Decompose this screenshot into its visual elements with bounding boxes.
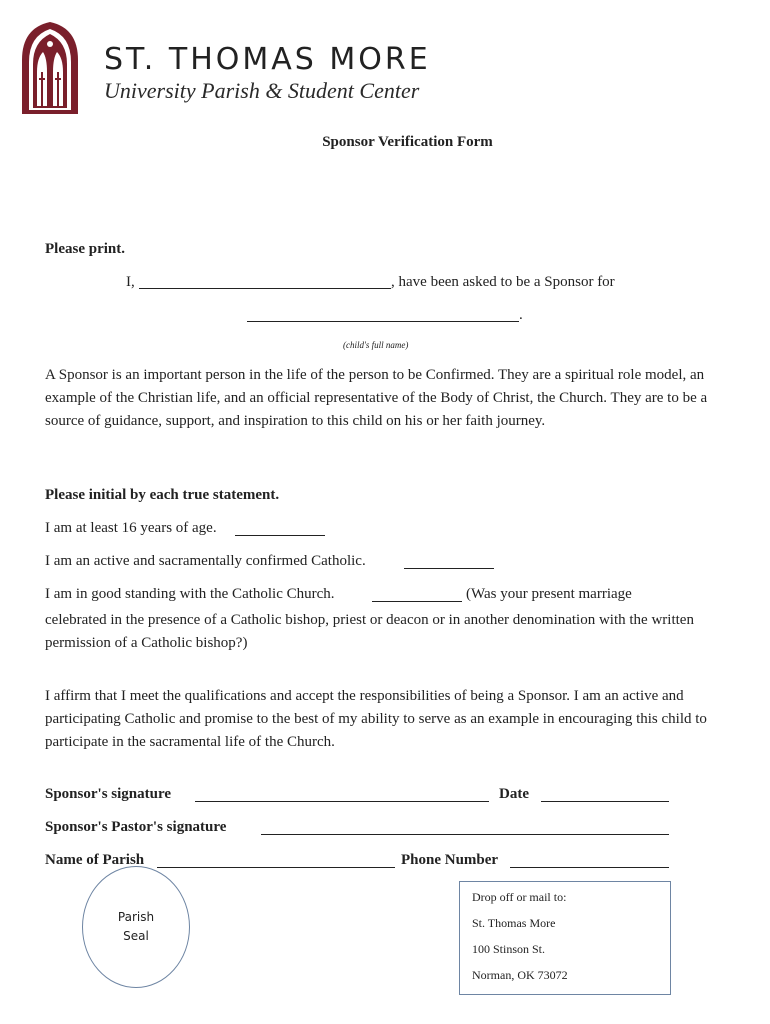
initial-heading: Please initial by each true statement. xyxy=(45,487,280,503)
date-label: Date xyxy=(499,786,529,802)
sponsor-signature-field[interactable] xyxy=(195,801,489,802)
phone-label: Phone Number xyxy=(401,852,499,868)
form-title: Sponsor Verification Form xyxy=(322,134,493,150)
mail-instruction: Drop off or mail to: xyxy=(472,890,567,904)
statement-marriage-continued: celebrated in the presence of a Catholic bishop, priest or deacon or in another denomination with the written permission of a Catholic bishop?) xyxy=(45,612,694,651)
parish-name-label: Name of Parish xyxy=(45,852,145,868)
date-field[interactable] xyxy=(541,801,669,802)
print-instruction: Please print. xyxy=(45,241,125,257)
asked-text: , have been asked to be a Sponsor for xyxy=(391,274,615,290)
statement-age: I am at least 16 years of age. xyxy=(45,520,217,536)
parish-seal xyxy=(82,866,190,988)
statement-confirmed: I am an active and sacramentally confirmed Catholic. xyxy=(45,553,366,569)
org-name: ST. THOMAS MORE xyxy=(104,42,431,77)
mail-org: St. Thomas More xyxy=(472,916,556,930)
initial-good-standing-field[interactable] xyxy=(372,601,462,602)
seal-line-2: Seal xyxy=(123,929,149,943)
initial-age-field[interactable] xyxy=(235,535,325,536)
org-subtitle: University Parish & Student Center xyxy=(104,78,420,103)
parish-name-field[interactable] xyxy=(157,867,395,868)
sponsor-signature-label: Sponsor's signature xyxy=(45,786,172,802)
child-period: . xyxy=(519,307,523,323)
seal-line-1: Parish xyxy=(117,910,155,924)
child-name-label: (child's full name) xyxy=(343,340,409,350)
affirmation-text: I affirm that I meet the qualifications and accept the responsibilities of being a Sponsor. I am an active and participating Catholic and promise to the best of my ability to serve as an example in encouraging this child to participate in the sacramental life of the Church. xyxy=(45,688,707,750)
statement-good-standing: I am in good standing with the Catholic Church. xyxy=(45,586,335,602)
mail-street: 100 Stinson St. xyxy=(472,942,546,956)
initial-confirmed-field[interactable] xyxy=(404,568,494,569)
parish-logo-icon xyxy=(20,20,80,116)
mail-city: Norman, OK 73072 xyxy=(472,968,568,982)
pastor-signature-field[interactable] xyxy=(261,834,669,835)
sponsor-name-field[interactable] xyxy=(139,288,391,289)
phone-field[interactable] xyxy=(510,867,669,868)
i-prefix: I, xyxy=(126,274,135,290)
statement-marriage-question: (Was your present marriage xyxy=(466,586,632,602)
mail-address-box xyxy=(459,881,671,995)
pastor-signature-label: Sponsor's Pastor's signature xyxy=(45,819,227,835)
sponsor-description: A Sponsor is an important person in the life of the person to be Confirmed. They are a spiritual role model, an example of the Christian life, and an official representative of the Body of Christ, the Church. They are to be a source of guidance, support, and inspiration to this child on his or her faith journey. xyxy=(45,367,708,429)
child-name-field[interactable] xyxy=(247,321,519,322)
